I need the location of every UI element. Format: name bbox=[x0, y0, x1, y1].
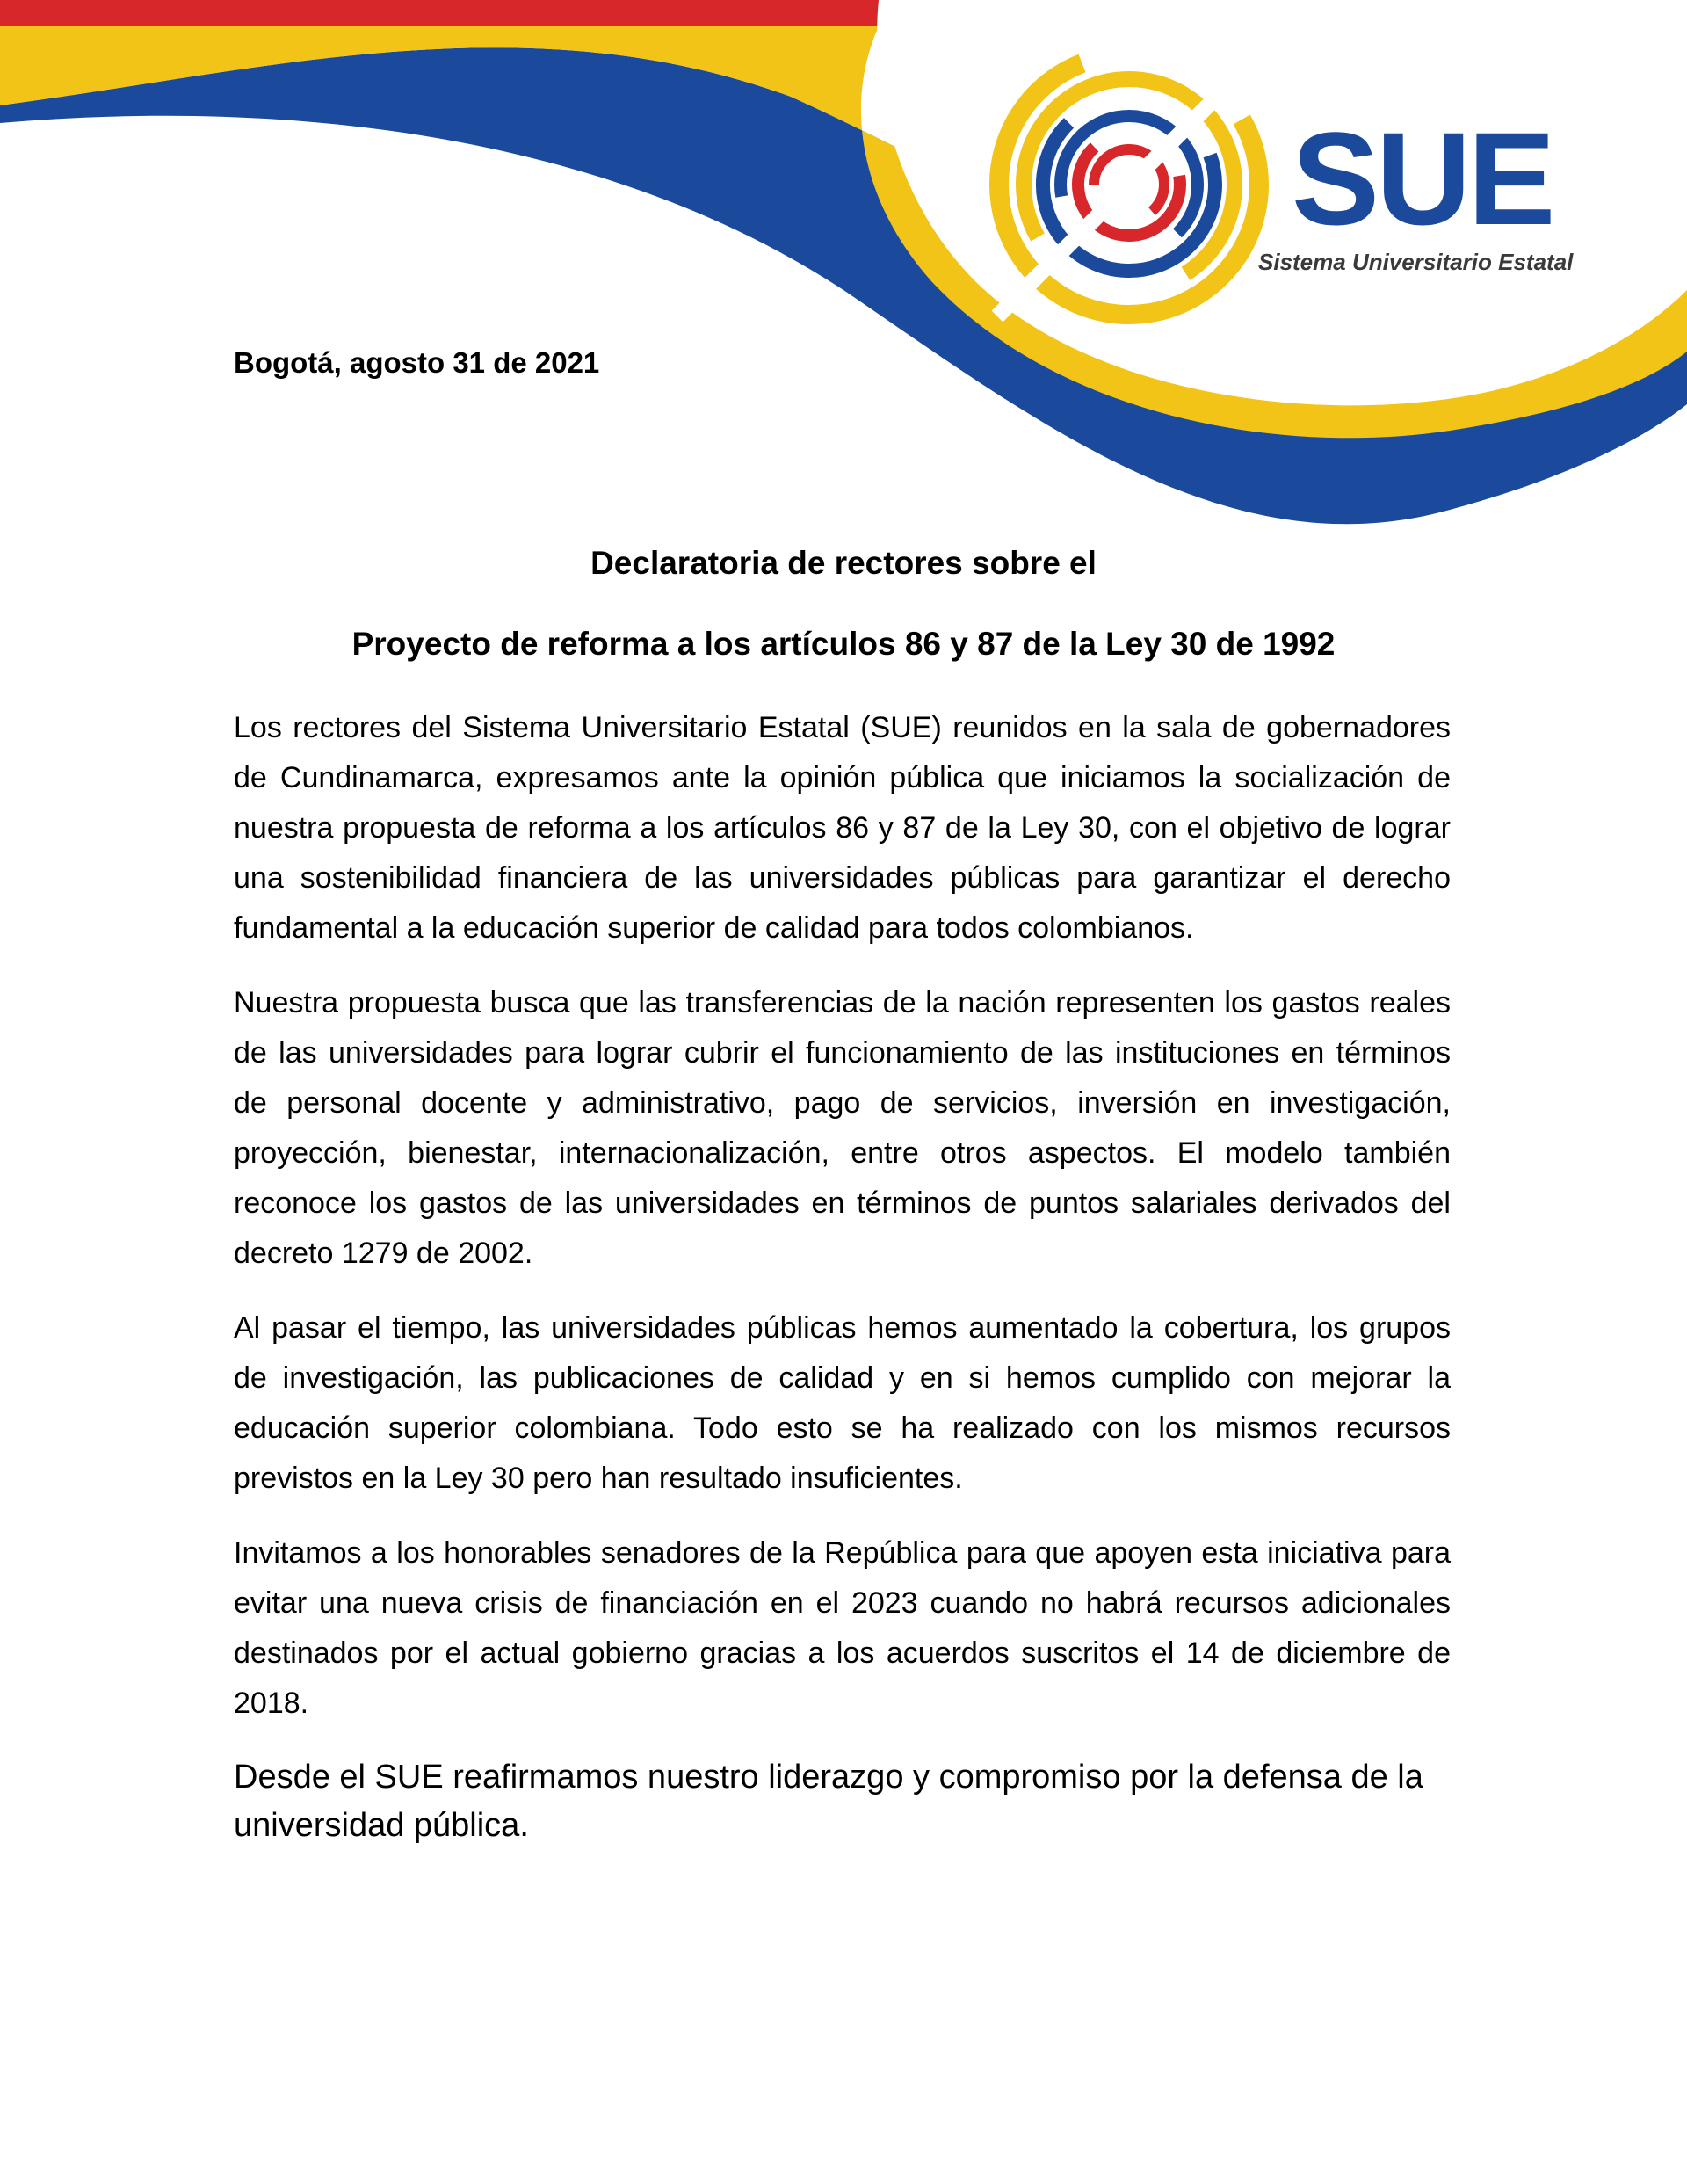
logo-wordmark: SUE bbox=[1292, 105, 1553, 252]
closing-statement: Desde el SUE reafirmamos nuestro liderazgo y compromiso por la defensa de la universidad pública. bbox=[234, 1759, 1423, 1844]
banner-red-strip bbox=[0, 0, 879, 26]
paragraph-3: Al pasar el tiempo, las universidades públicas hemos aumentado la cobertura, los grupos de investigación, las publicaciones de calidad y en si hemos cumplido con mejorar la educación superior colombiana. Todo esto se ha realizado con los mismos recursos previstos en la Ley 30 pero han resultado insuficientes. bbox=[234, 1311, 1451, 1495]
paragraph-4: Invitamos a los honorables senadores de la República para que apoyen esta iniciativa para evitar una nueva crisis de financiación en el 2023 cuando no habrá recursos adicionales destinados por el actual gobierno gracias a los acuerdos suscritos el 14 de diciembre de 2018. bbox=[234, 1536, 1451, 1720]
document-body bbox=[234, 703, 1451, 1850]
header-banner bbox=[0, 0, 1687, 562]
paragraph-2: Nuestra propuesta busca que las transferencias de la nación representen los gastos reales de las universidades para lograr cubrir el funcionamiento de las instituciones en términos de personal docente y administrativo, pago de servicios, inversión en investigación, proyección, bienestar, internacionalización, entre otros aspectos. El modelo también reconoce los gastos de las universidades en términos de puntos salariales derivados del decreto 1279 de 2002. bbox=[234, 986, 1451, 1270]
document-title-line-1: Declaratoria de rectores sobre el bbox=[590, 545, 1097, 581]
document-date: Bogotá, agosto 31 de 2021 bbox=[234, 346, 600, 379]
paragraph-1: Los rectores del Sistema Universitario Estatal (SUE) reunidos en la sala de gobernadores de Cundinamarca, expresamos ante la opinión pública que iniciamos la socialización de nuestra propuesta de reforma a los artículos 86 y 87 de la Ley 30, con el objetivo de lograr una sostenibilidad financiera de las universidades públicas para garantizar el derecho fundamental a la educación superior de calidad para todos colombianos. bbox=[234, 711, 1451, 945]
document-title-line-2: Proyecto de reforma a los artículos 86 y 87 de la Ley 30 de 1992 bbox=[351, 626, 1336, 662]
logo-subtitle: Sistema Universitario Estatal bbox=[1258, 249, 1574, 275]
